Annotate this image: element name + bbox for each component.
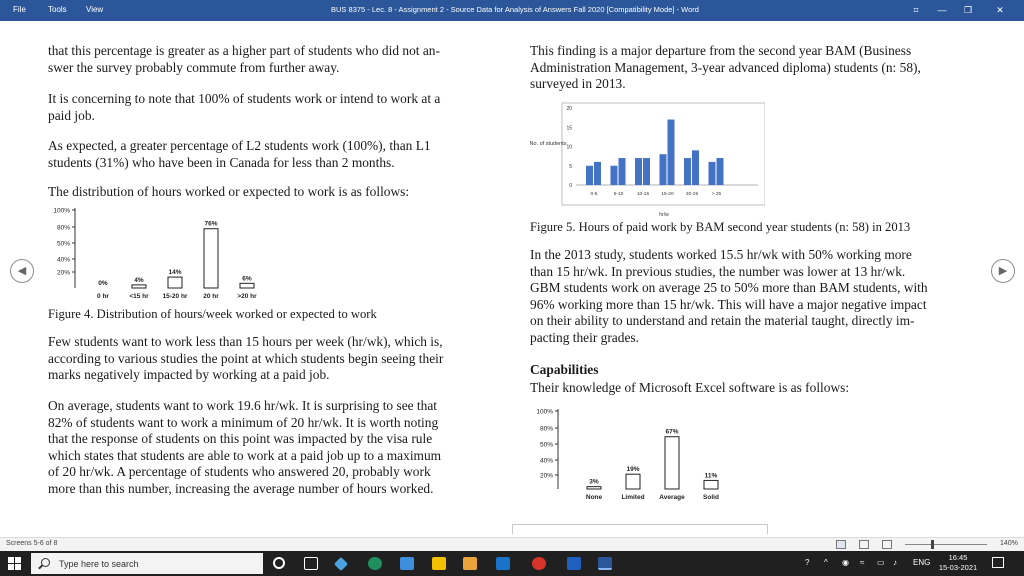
word-icon[interactable]	[598, 557, 612, 570]
data-label: 0%	[98, 280, 108, 287]
bar	[586, 166, 593, 185]
x-tick-label: >20 hr	[237, 293, 257, 300]
bar	[692, 150, 699, 185]
volume-icon[interactable]: ♪	[893, 558, 897, 567]
page-edge	[512, 524, 768, 534]
bar	[619, 158, 626, 185]
x-tick-label: Solid	[703, 494, 719, 501]
web-layout-icon[interactable]	[882, 540, 892, 549]
x-tick-label: 5-10	[613, 192, 624, 197]
bar	[709, 162, 716, 185]
y-tick-label: 50%	[56, 240, 70, 248]
zoom-slider[interactable]	[905, 544, 987, 545]
data-label: 3%	[589, 478, 599, 486]
bar	[643, 158, 650, 185]
figure-caption: Figure 4. Distribution of hours/week worked or expected to work	[48, 307, 377, 321]
chevron-left-icon: ◀	[17, 264, 27, 277]
paragraph: that this percentage is greater as a higher part of students who did not an- swer the survey probably commute from further away.	[48, 43, 440, 75]
y-tick-label: 5	[569, 163, 572, 170]
language-indicator[interactable]: ENG	[913, 558, 931, 567]
data-label: 19%	[626, 466, 640, 474]
wifi-icon[interactable]: ≈	[860, 558, 865, 567]
bar	[168, 277, 182, 288]
x-tick-label: Limited	[621, 494, 645, 501]
figure-caption: Figure 5. Hours of paid work by BAM second year students (n: 58) in 2013	[530, 220, 911, 234]
help-icon[interactable]: ?	[805, 558, 810, 567]
x-tick-label: 10-15	[636, 192, 650, 197]
bar	[668, 120, 675, 185]
hours-chart-svg	[45, 202, 275, 306]
zoom-app-icon[interactable]	[567, 557, 581, 570]
menu-view[interactable]: View	[86, 5, 104, 14]
bar	[660, 154, 667, 185]
paragraph: It is concerning to note that 100% of students work or intend to work at a paid job.	[48, 91, 441, 123]
bam-chart-svg	[530, 100, 765, 220]
read-mode-icon[interactable]: ⌗	[913, 5, 919, 15]
task-view-icon[interactable]	[304, 557, 318, 570]
paragraph: On average, students want to work 19.6 hr/wk. It is surprising to see that 82% of students want to work a minimum of 20 hr/wk. It is worth noting that the response of students on this point was impacted by the visa rule which states that students are able to work at a paid job up to a maximum of 20 hr/wk. A percentage of students who answered 20, probably work more than this number, increasing the average number of hours worked.	[48, 398, 442, 496]
y-tick-label: 20	[566, 106, 572, 112]
data-label: 6%	[242, 275, 252, 283]
restore-button[interactable]: ❐	[963, 5, 973, 15]
excel-chart-svg	[528, 403, 738, 507]
bar	[204, 229, 218, 288]
clock[interactable]	[938, 553, 978, 573]
paragraph: Few students want to work less than 15 hours per week (hr/wk), which is, according to various studies the point at which students begin seeing their marks negatively impacted by working at a paid job.	[48, 334, 444, 383]
x-tick-label: Average	[659, 494, 685, 501]
next-page-button[interactable]	[991, 259, 1015, 283]
status-bar	[0, 537, 1024, 551]
cortana-icon[interactable]	[273, 557, 285, 569]
x-tick-label: 15-20 hr	[162, 293, 188, 300]
file-explorer-icon[interactable]	[463, 557, 477, 570]
bar	[611, 166, 618, 185]
taskbar-search-box[interactable]	[31, 553, 263, 574]
bar	[594, 162, 601, 185]
y-tick-label: 80%	[539, 425, 553, 433]
x-tick-label: 20 hr	[203, 293, 219, 300]
chevron-up-icon[interactable]: ^	[824, 558, 828, 567]
bar	[704, 480, 718, 489]
data-label: 14%	[168, 269, 182, 277]
previous-page-button[interactable]	[10, 259, 34, 283]
x-tick-label: > 25	[711, 192, 722, 197]
bar	[665, 437, 679, 489]
zoom-level[interactable]: 140%	[1000, 540, 1018, 547]
data-label: 11%	[704, 472, 718, 480]
bar	[587, 487, 601, 489]
x-tick-label: 15-20	[661, 192, 674, 197]
paragraph: Their knowledge of Microsoft Excel software is as follows:	[530, 380, 850, 395]
bar	[240, 283, 254, 288]
battery-icon[interactable]: ▭	[877, 558, 885, 567]
dropbox-icon[interactable]	[334, 557, 348, 571]
x-tick-label: 0-5	[590, 192, 598, 197]
y-tick-label: 80%	[56, 224, 70, 232]
x-tick-label: <15 hr	[129, 293, 149, 300]
print-layout-icon[interactable]	[859, 540, 869, 549]
search-placeholder: Type here to search	[59, 559, 139, 569]
section-heading: Capabilities	[530, 362, 599, 377]
windows-start-icon[interactable]	[8, 557, 21, 570]
x-tick-label: 0 hr	[97, 293, 109, 300]
clock-date: 15-03-2021	[938, 563, 978, 572]
bam-chart	[530, 100, 765, 225]
hours-chart	[45, 202, 275, 311]
paragraph: This finding is a major departure from the second year BAM (Business Administration Management, 3-year advanced diploma) students (n: 58), surveyed in 2013.	[530, 43, 921, 92]
x-tick-label: None	[585, 494, 603, 501]
clock-time: 16:45	[948, 553, 968, 562]
read-mode-icon[interactable]	[836, 540, 846, 549]
menu-tools[interactable]: Tools	[48, 5, 67, 14]
bar	[132, 285, 146, 288]
y-tick-label: 50%	[539, 441, 553, 449]
data-label: 76%	[204, 220, 218, 228]
minimize-button[interactable]: —	[937, 5, 947, 15]
mail-icon[interactable]	[496, 557, 510, 570]
data-label: 67%	[665, 428, 679, 436]
paragraph: The distribution of hours worked or expected to work is as follows:	[48, 184, 410, 199]
y-tick-label: 40%	[56, 256, 70, 264]
app-icon[interactable]	[400, 557, 414, 570]
search-icon	[41, 558, 50, 567]
bar	[626, 474, 640, 489]
window-title: BUS 8375 - Lec. 8 - Assignment 2 - Source Data for Analysis of Answers Fall 2020 [Compatibility Mode] - Word	[331, 5, 699, 14]
y-tick-label: 0	[569, 183, 572, 189]
menu-file[interactable]: File	[13, 5, 26, 14]
edge-icon[interactable]	[368, 557, 382, 570]
y-tick-label: 100%	[53, 207, 70, 215]
chevron-right-icon: ▶	[998, 264, 1008, 277]
taskbar	[0, 551, 1024, 576]
y-tick-label: 10	[566, 144, 572, 151]
x-tick-label: 20-25	[685, 192, 699, 197]
bar	[717, 158, 724, 185]
plot-area	[562, 103, 765, 205]
excel-chart	[528, 403, 738, 512]
chrome-icon[interactable]	[532, 557, 546, 570]
lightning-icon[interactable]	[432, 557, 446, 570]
zoom-slider-thumb[interactable]	[931, 540, 934, 549]
bar	[635, 158, 642, 185]
y-tick-label: 100%	[536, 408, 553, 416]
y-tick-label: 40%	[539, 457, 553, 465]
y-tick-label: 20%	[56, 269, 70, 277]
y-tick-label: 20%	[539, 472, 553, 480]
screens-indicator: Screens 5-6 of 8	[6, 540, 58, 547]
close-button[interactable]: ✕	[996, 5, 1004, 15]
paragraph: In the 2013 study, students worked 15.5 hr/wk with 50% working more than 15 hr/wk. In previous studies, the number was lower at 13 hr/wk. GBM students work on average 25 to 50% more than BAM students, with 96% working more than 15 hr/wk. This will have a major negative impact on their ability to understand and retain the material taught, directly im- pacting their grades.	[530, 247, 928, 345]
paragraph: As expected, a greater percentage of L2 students work (100%), than L1 students (31%) who have been in Canada for less than 2 months.	[48, 138, 431, 170]
network-icon[interactable]: ◉	[842, 558, 849, 567]
data-label: 4%	[134, 276, 144, 284]
y-tick-label: 15	[566, 125, 572, 132]
bar	[684, 158, 691, 185]
x-axis-title: hr/w	[659, 212, 669, 218]
y-axis-title: No. of students	[530, 141, 567, 147]
notification-icon[interactable]	[992, 557, 1004, 568]
